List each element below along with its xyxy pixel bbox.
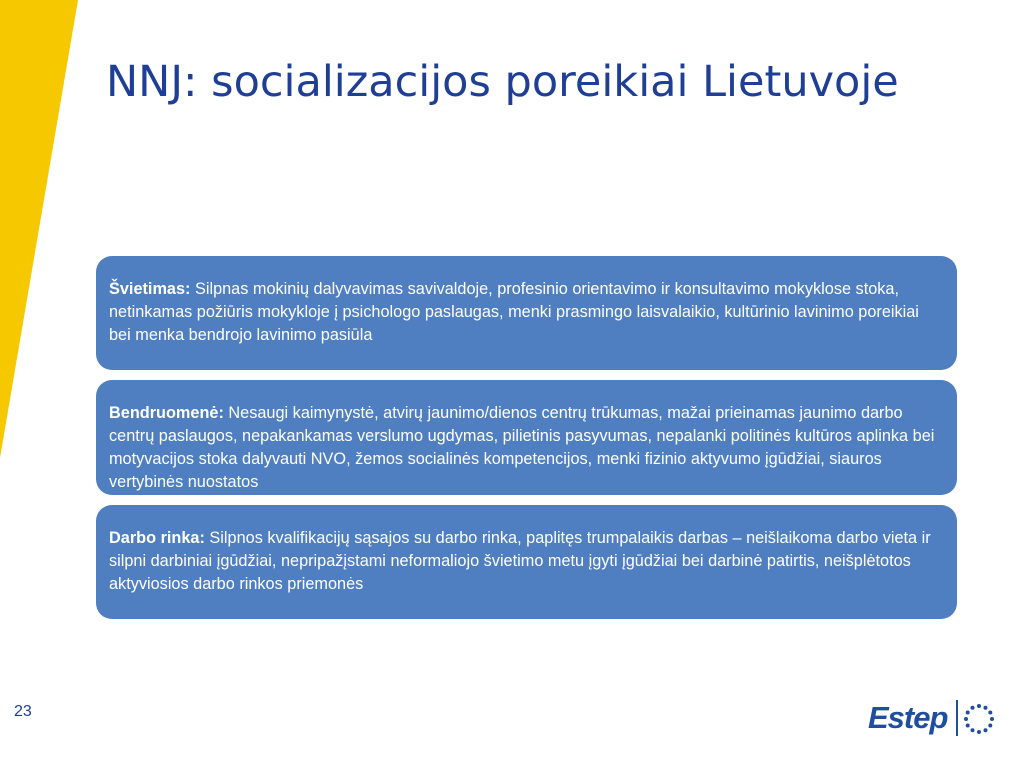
box-label: Bendruomenė: xyxy=(109,404,224,422)
box-darbo-rinka xyxy=(96,505,957,619)
estep-logo xyxy=(868,698,998,740)
yellow-accent-stripe xyxy=(0,0,80,460)
box-label: Darbo rinka: xyxy=(109,529,205,547)
box-text: Silpnas mokinių dalyvavimas savivaldoje, profesinio orientavimo ir konsultavimo mokyklose stoka, netinkamas požiūris mokykloje į psichologo paslaugas, menki prasmingo laisvalaikio, kultūrinio lavinimo poreikiai bei menka bendrojo lavinimo pasiūla xyxy=(109,280,919,344)
page-number: 23 xyxy=(14,703,32,720)
eu-stars-icon xyxy=(962,702,996,736)
box-text: Nesaugi kaimynystė, atvirų jaunimo/dienos centrų trūkumas, mažai prieinamas jaunimo darbo centrų paslaugos, nepakankamas verslumo ugdymas, pilietinis pasyvumas, nepalanki politinės kultūros aplinka bei motyvacijos stoka dalyvauti NVO, žemos socialinės kompetencijos, menki fizinio aktyvumo įgūdžiai, siauros vertybinės nuostatos xyxy=(109,404,935,491)
box-svietimas xyxy=(96,256,957,370)
box-bendruomene xyxy=(96,380,957,495)
logo-text: Estep xyxy=(868,700,948,735)
slide-title: NNJ: socializacijos poreikiai Lietuvoje xyxy=(106,57,899,107)
box-label: Švietimas: xyxy=(109,280,191,298)
logo-divider xyxy=(956,700,958,736)
box-text: Silpnos kvalifikacijų sąsajos su darbo rinka, paplitęs trumpalaikis darbas – neišlaikoma darbo vieta ir silpni darbiniai įgūdžiai, nepripažįstami neformaliojo švietimo metu įgyti įgūdžiai bei darbinė patirtis, neišplėtotos aktyviosios darbo rinkos priemonės xyxy=(109,529,931,593)
content-boxes xyxy=(96,256,957,629)
